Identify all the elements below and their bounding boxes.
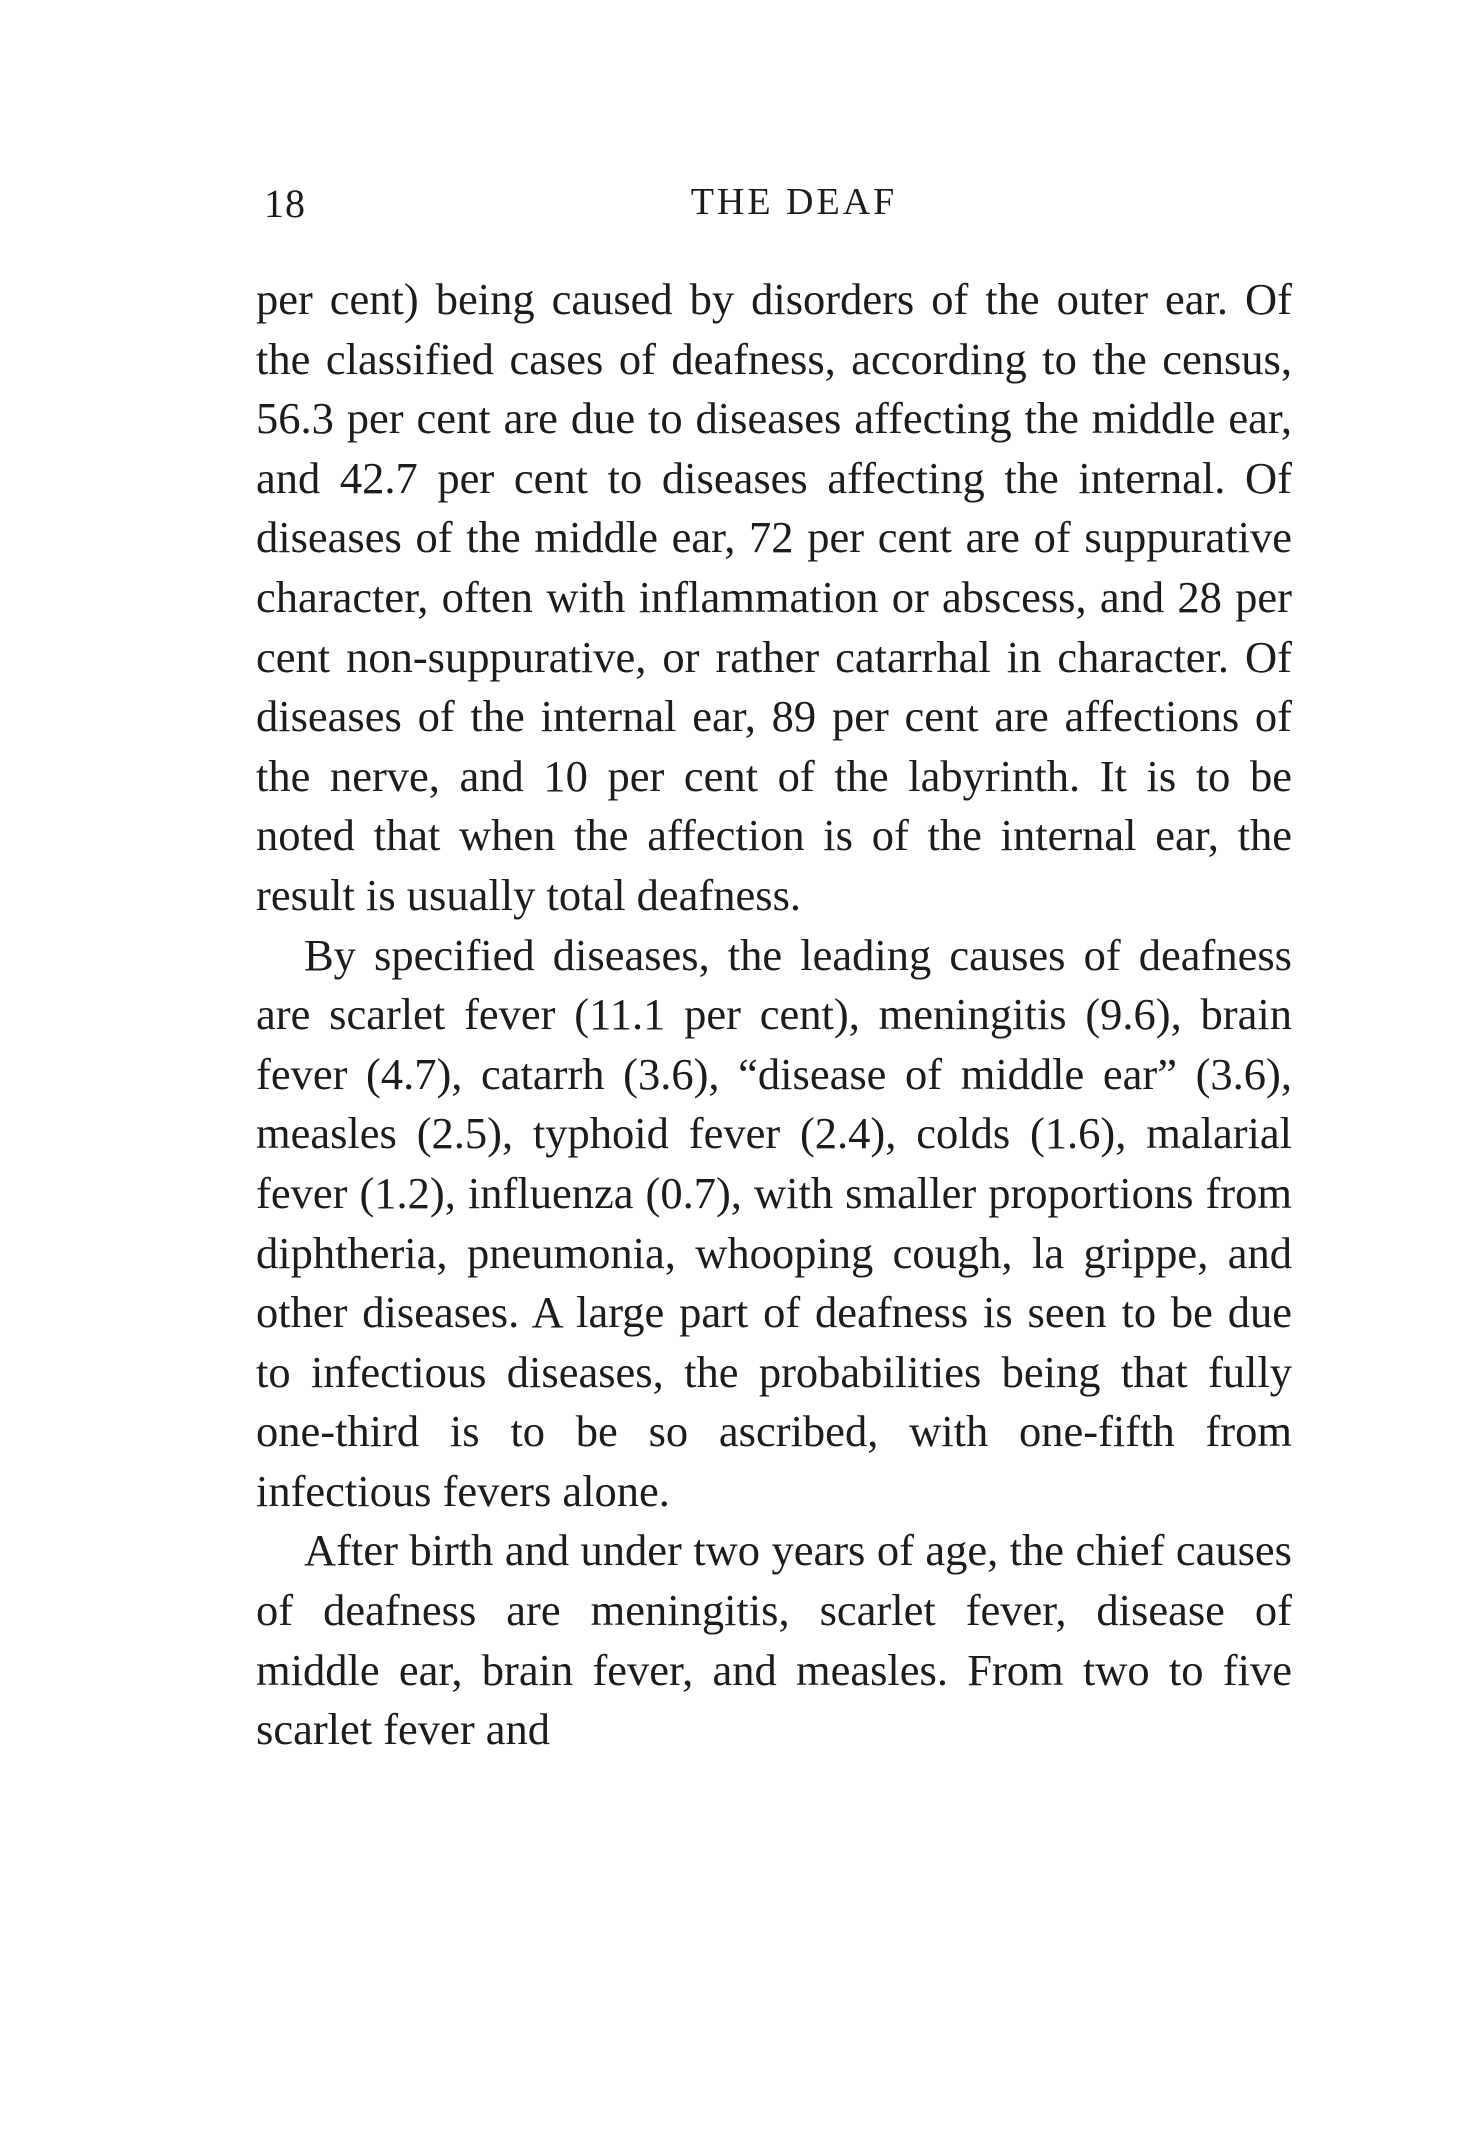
page-title: THE DEAF xyxy=(690,181,898,223)
page-number: 18 xyxy=(264,181,306,226)
running-head xyxy=(256,180,1292,240)
paragraph-continuation: per cent) being caused by disorders of the outer ear. Of the classified cases of deafness, according to the census, 56.3 per cent are due to diseases affecting the middle ear, and 42.7 per cent to diseases affecting the internal. Of diseases of the middle ear, 72 per cent are of suppurative character, often with inflammation or abscess, and 28 per cent non-suppurative, or rather catarrhal in character. Of diseases of the internal ear, 89 per cent are affections of the nerve, and 10 per cent of the labyrinth. It is to be noted that when the affection is of the internal ear, the result is usually total deafness. xyxy=(256,274,1292,920)
paragraph-after-birth: After birth and under two years of age, the chief causes of deafness are meningitis, scarlet fever, disease of middle ear, brain fever, and measles. From two to five scarlet fever and xyxy=(256,1525,1292,1755)
paragraph-specified-diseases: By specified diseases, the leading causes of deafness are scarlet fever (11.1 per cent), meningitis (9.6), brain fever (4.7), catarrh (3.6), “disease of middle ear” (3.6), measles (2.5), typhoid fever (2.4), colds (1.6), malarial fever (1.2), influenza (0.7), with smaller proportions from diphtheria, pneumonia, whooping cough, la grippe, and other diseases. A large part of deafness is seen to be due to infectious diseases, the probabilities being that fully one-third is to be so ascribed, with one-fifth from infectious fevers alone. xyxy=(256,929,1292,1516)
body-text xyxy=(256,270,1292,1760)
